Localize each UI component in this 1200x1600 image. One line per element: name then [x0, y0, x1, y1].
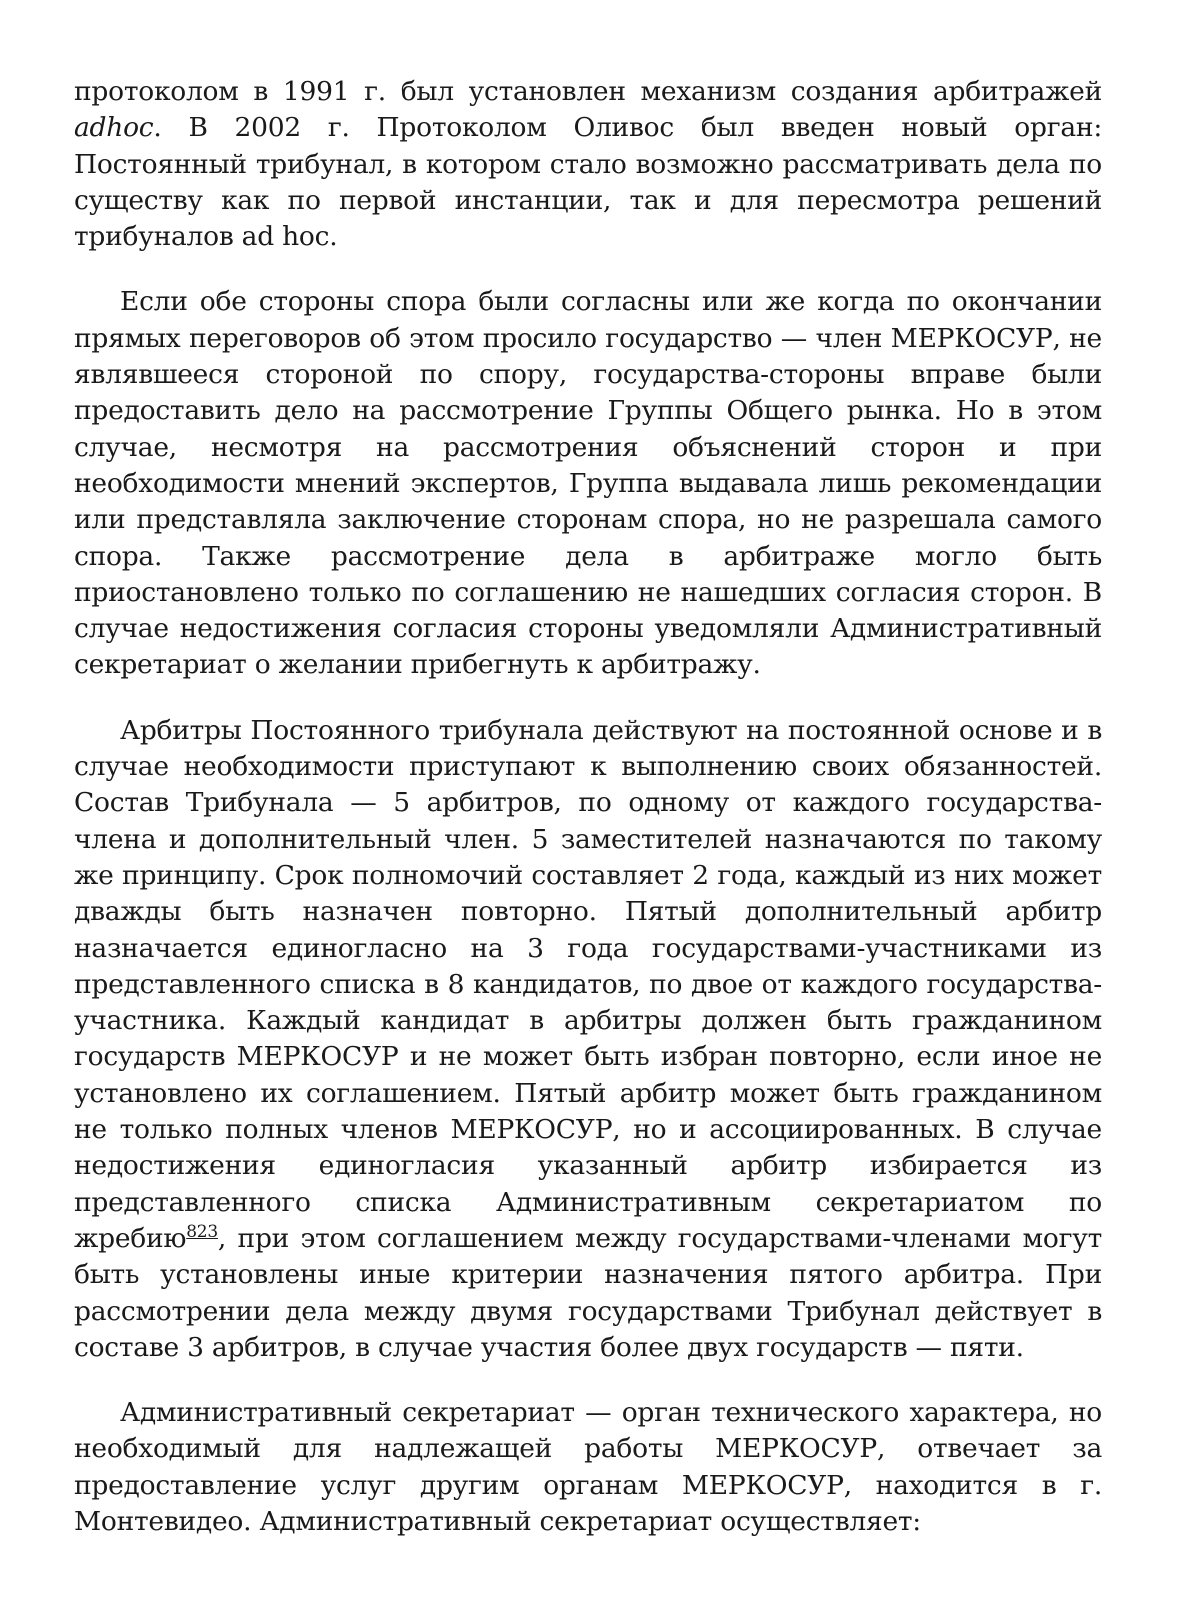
paragraph-3-text: Арбитры Постоянного трибунала действуют на постоянной основе и в случае необходимости приступают к выполнению своих обязанностей. Состав Трибунала — 5 арбитров, по одному от каждого государства-члена и дополнительный член. 5 заместителей назначаются по такому же принципу. Срок полномочий составляет 2 года, каждый из них может дважды быть назначен повторно. Пятый дополнительный арбитр назначается единогласно на 3 года государствами-участниками из представленного списка в 8 кандидатов, по двое от каждого государства-участника. Каждый кандидат в арбитры должен быть гражданином государств МЕРКОСУР и не может быть избран повторно, если иное не установлено их соглашением. Пятый арбитр может быть гражданином не только полных членов МЕРКОСУР, но и ассоциированных. В случае недостижения единогласия указанный арбитр избирается из представленного списка Административным секретариатом по жребию — [74, 714, 1102, 1254]
paragraph-2: Если обе стороны спора были согласны или же когда по окончании прямых переговоров об этом просило государство — член МЕРКОСУР, не являвшееся стороной по спору, государства-стороны вправе были предоставить дело на рассмотрение Группы Общего рынка. Но в этом случае, несмотря на рассмотрения объяснений сторон и при необходимости мнений экспертов, Группа выдавала лишь рекомендации или представляла заключение сторонам спора, но не разрешала самого спора. Также рассмотрение дела в арбитраже могло быть приостановлено только по соглашению не нашедших согласия сторон. В случае недостижения согласия стороны уведомляли Административный секретариат о желании прибегнуть к арбитражу. — [74, 286, 1102, 681]
document-page — [74, 74, 1102, 1569]
paragraph-1-text-end: . В 2002 г. Протоколом Оливос был введен новый орган: Постоянный трибунал, в котором стало возможно рассматривать дела по существу как по первой инстанции, так и для пересмотра решений трибуналов ad hoc. — [74, 112, 1102, 253]
paragraph-4: Административный секретариат — орган технического характера, но необходимый для надлежащей работы МЕРКОСУР, отвечает за предоставление услуг другим органам МЕРКОСУР, находится в г. Монтевидео. Административный секретариат осуществляет: — [74, 1397, 1102, 1537]
paragraph-3 — [74, 713, 1102, 1366]
footnote-link-823[interactable]: 823 — [186, 1222, 218, 1243]
paragraph-1-italic-term: adhoc — [74, 112, 154, 144]
paragraph-1-text: протоколом в 1991 г. был установлен механизм создания арбитражей — [74, 76, 1102, 107]
paragraph-3-text-end: , при этом соглашением между государствами-членами могут быть установлены иные критерии назначения пятого арбитра. При рассмотрении дела между двумя государствами Трибунал действует в составе 3 арбитров, в случае участия более двух государств — пяти. — [74, 1222, 1102, 1363]
paragraph-1 — [74, 74, 1102, 255]
